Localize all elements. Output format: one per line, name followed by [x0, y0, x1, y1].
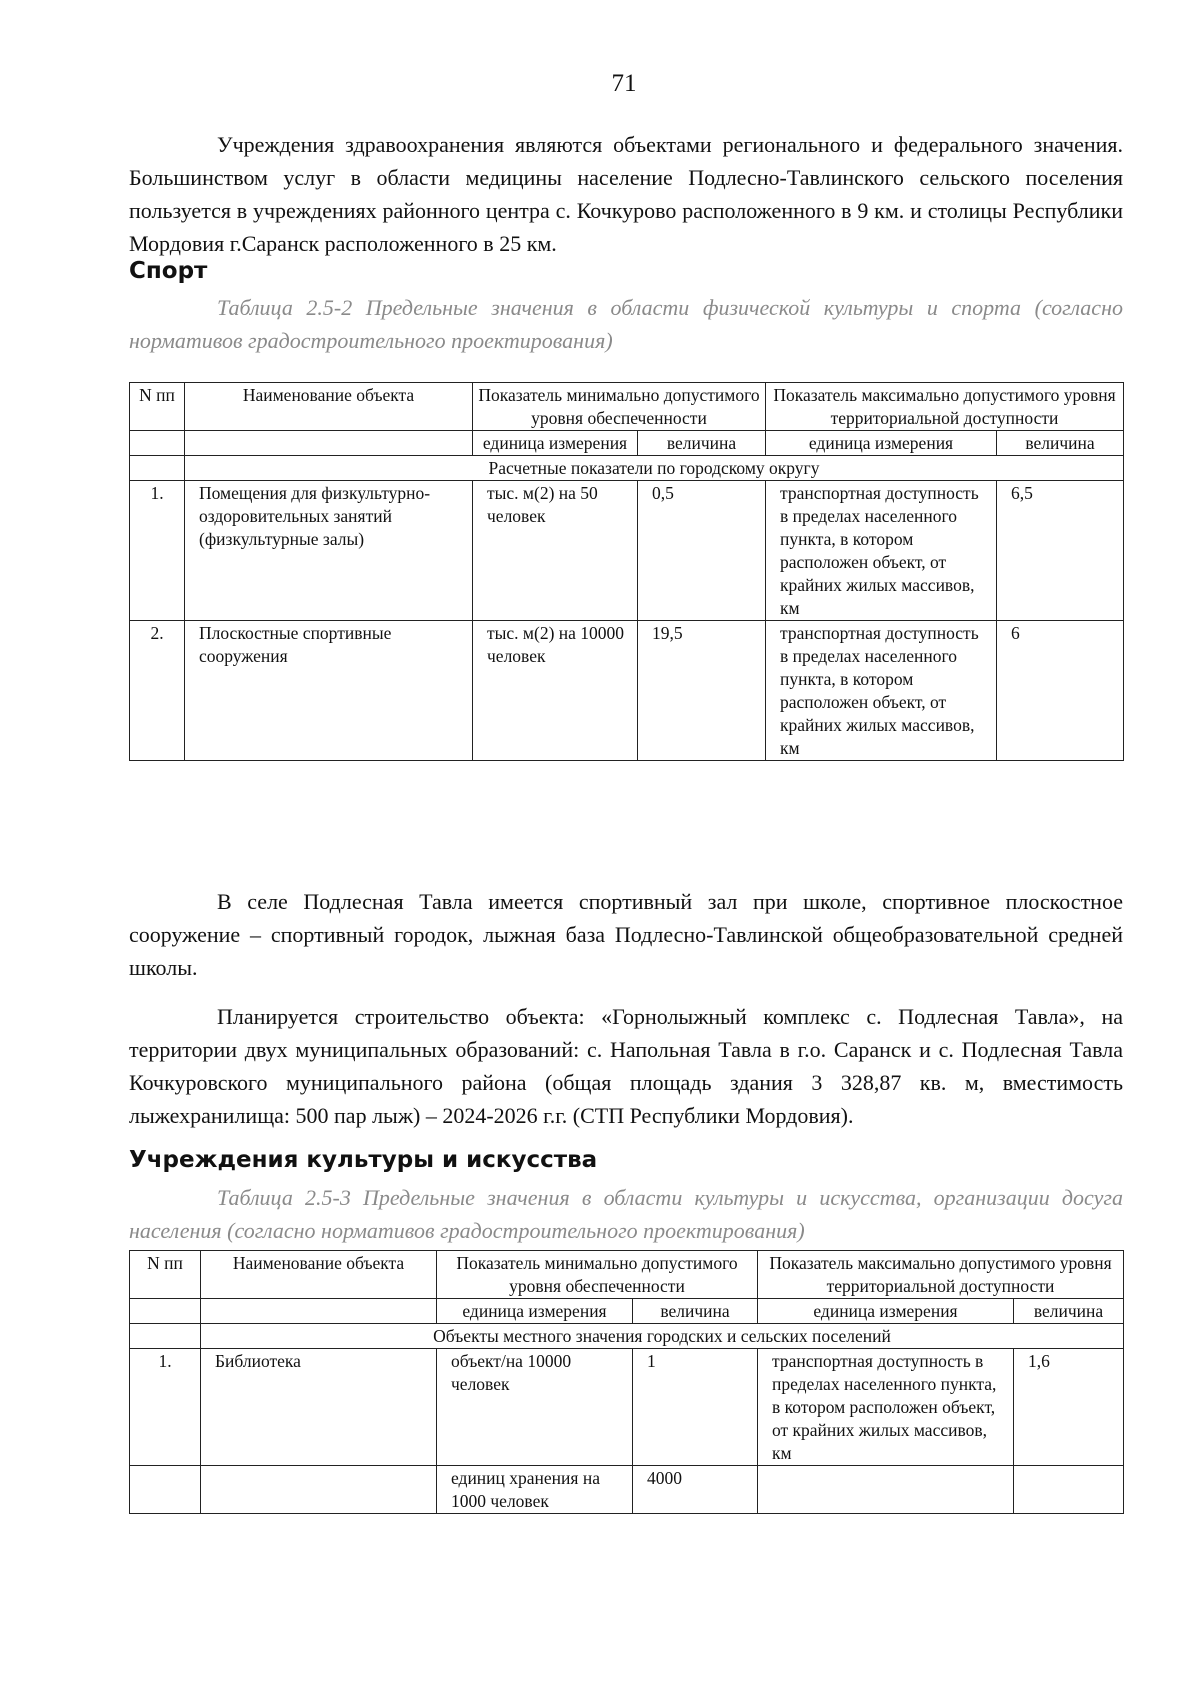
culture-caption-block: [129, 1181, 1123, 1247]
row-num: 1.: [130, 1349, 201, 1466]
row-access-value: 6: [997, 621, 1124, 761]
empty-cell: [130, 456, 185, 481]
section-label: Расчетные показатели по городскому округу: [185, 456, 1124, 481]
col-value2-header: величина: [1014, 1299, 1124, 1324]
culture-section: [129, 1147, 1123, 1173]
table-section-row: [130, 1324, 1124, 1349]
sport-table: [129, 382, 1124, 761]
col-max-level-header: Показатель максимально допустимого уровня территориальной доступности: [766, 383, 1124, 431]
row-name: Помещения для физкультурно-оздоровительных занятий (физкультурные залы): [185, 481, 473, 621]
col-unit2-header: единица измерения: [758, 1299, 1014, 1324]
empty-cell: [130, 431, 185, 456]
row-access-value: 6,5: [997, 481, 1124, 621]
healthcare-paragraph-block: [129, 128, 1123, 260]
sport-planned-paragraph: Планируется строительство объекта: «Горнолыжный комплекс с. Подлесная Тавла», на территории двух муниципальных образований: с. Напольная Тавла в г.о. Саранск и с. Подлесная Тавла Кочкуровского муниципального района (общая площадь здания 3 328,87 кв. м, вместимость лыжехранилища: 500 пар лыж) – 2024-2026 г.г. (СТП Республики Мордовия).: [129, 1004, 1123, 1128]
col-unit-header: единица измерения: [437, 1299, 633, 1324]
empty-cell: [130, 1299, 201, 1324]
sport-caption-block: [129, 291, 1123, 357]
table-row: [130, 1466, 1124, 1514]
culture-table: [129, 1250, 1124, 1514]
culture-heading: Учреждения культуры и искусства: [129, 1147, 598, 1173]
col-name-header: Наименование объекта: [185, 383, 473, 431]
section-label: Объекты местного значения городских и сельских поселений: [201, 1324, 1124, 1349]
row-num: [130, 1466, 201, 1514]
sport-section: [129, 258, 1123, 284]
row-num: 2.: [130, 621, 185, 761]
row-access-unit: транспортная доступность в пределах населенного пункта, в котором расположен объект, от крайних жилых массивов, км: [766, 621, 997, 761]
sport-heading: Спорт: [129, 258, 208, 284]
row-access-unit: транспортная доступность в пределах населенного пункта, в котором расположен объект, от крайних жилых массивов, км: [758, 1349, 1014, 1466]
col-value-header: величина: [633, 1299, 758, 1324]
col-value-header: величина: [638, 431, 766, 456]
row-unit: тыс. м(2) на 50 человек: [473, 481, 638, 621]
row-name: Плоскостные спортивные сооружения: [185, 621, 473, 761]
row-name: [201, 1466, 437, 1514]
sport-existing-paragraph: В селе Подлесная Тавла имеется спортивный зал при школе, спортивное плоскостное сооружение – спортивный городок, лыжная база Подлесно-Тавлинской общеобразовательной средней школы.: [129, 889, 1123, 980]
col-unit-header: единица измерения: [473, 431, 638, 456]
col-name-header: Наименование объекта: [201, 1251, 437, 1299]
row-value: 19,5: [638, 621, 766, 761]
page-number: 71: [611, 70, 637, 97]
row-unit: тыс. м(2) на 10000 человек: [473, 621, 638, 761]
table-header-row: [130, 383, 1124, 431]
col-min-level-header: Показатель минимально допустимого уровня обеспеченности: [437, 1251, 758, 1299]
row-access-unit: [758, 1466, 1014, 1514]
empty-cell: [185, 431, 473, 456]
col-value2-header: величина: [997, 431, 1124, 456]
row-access-value: 1,6: [1014, 1349, 1124, 1466]
table-row: [130, 1349, 1124, 1466]
table-subheader-row: [130, 1299, 1124, 1324]
row-value: 0,5: [638, 481, 766, 621]
row-name: Библиотека: [201, 1349, 437, 1466]
table-row: [130, 621, 1124, 761]
row-unit: объект/на 10000 человек: [437, 1349, 633, 1466]
row-access-unit: транспортная доступность в пределах населенного пункта, в котором расположен объект, от крайних жилых массивов, км: [766, 481, 997, 621]
empty-cell: [201, 1299, 437, 1324]
sport-table-caption: Таблица 2.5-2 Предельные значения в области физической культуры и спорта (согласно нормативов градостроительного проектирования): [129, 295, 1123, 353]
culture-table-caption: Таблица 2.5-3 Предельные значения в области культуры и искусства, организации досуга населения (согласно нормативов градостроительного проектирования): [129, 1185, 1123, 1243]
table-subheader-row: [130, 431, 1124, 456]
col-unit2-header: единица измерения: [766, 431, 997, 456]
sport-planned-block: [129, 1000, 1123, 1132]
row-unit: единиц хранения на 1000 человек: [437, 1466, 633, 1514]
empty-cell: [130, 1324, 201, 1349]
row-value: 1: [633, 1349, 758, 1466]
col-num-header: N пп: [130, 1251, 201, 1299]
col-max-level-header: Показатель максимально допустимого уровня территориальной доступности: [758, 1251, 1124, 1299]
healthcare-paragraph: Учреждения здравоохранения являются объектами регионального и федерального значения. Большинством услуг в области медицины население Подлесно-Тавлинского сельского поселения пользуется в учреждениях районного центра с. Кочкурово расположенного в 9 км. и столицы Республики Мордовия г.Саранск расположенного в 25 км.: [129, 132, 1123, 256]
col-min-level-header: Показатель минимально допустимого уровня обеспеченности: [473, 383, 766, 431]
row-num: 1.: [130, 481, 185, 621]
table-section-row: [130, 456, 1124, 481]
table-row: [130, 481, 1124, 621]
sport-existing-block: [129, 885, 1123, 984]
row-access-value: [1014, 1466, 1124, 1514]
table-header-row: [130, 1251, 1124, 1299]
row-value: 4000: [633, 1466, 758, 1514]
col-num-header: N пп: [130, 383, 185, 431]
